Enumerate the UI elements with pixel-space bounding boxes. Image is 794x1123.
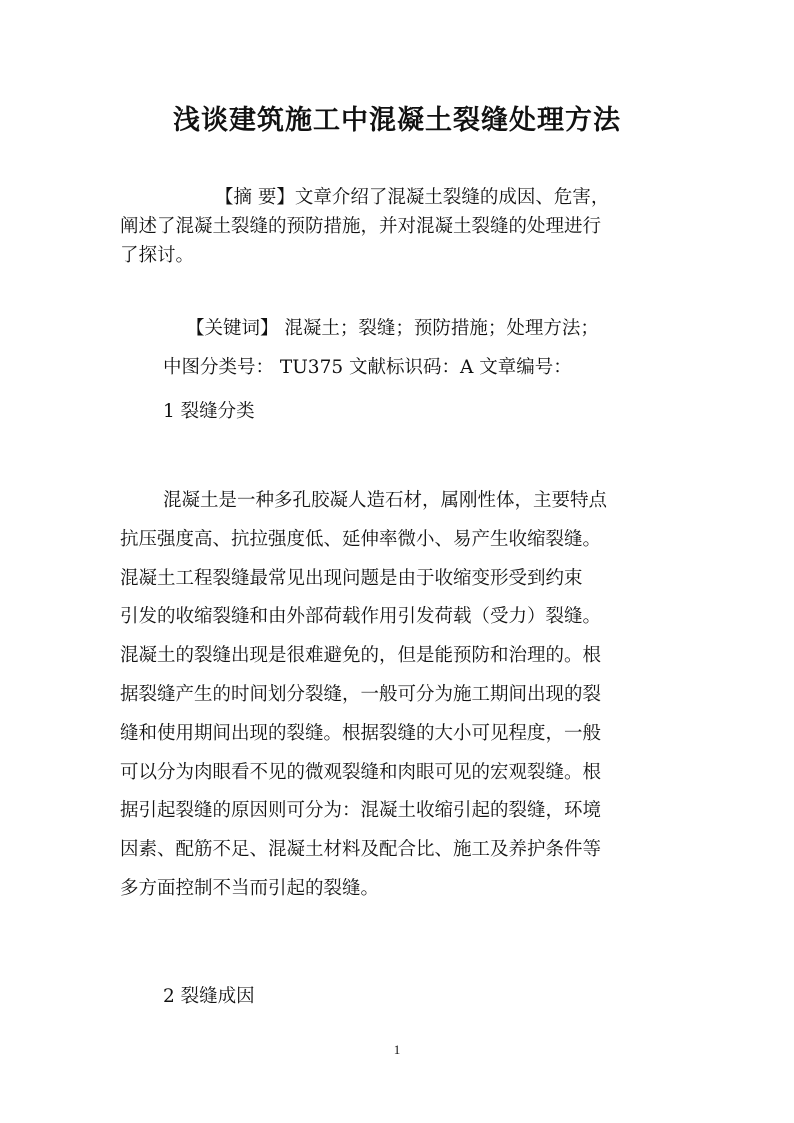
keywords-line: 【关键词】 混凝土；裂缝；预防措施；处理方法； — [186, 318, 599, 339]
abstract-line: 了探讨。 — [120, 245, 195, 266]
paragraph-line: 据引起裂缝的原因则可分为：混凝土收缩引起的裂缝，环境 — [120, 800, 602, 822]
paragraph-line: 据裂缝产生的时间划分裂缝，一般可分为施工期间出现的裂 — [120, 683, 602, 705]
document-title: 浅谈建筑施工中混凝土裂缝处理方法 — [173, 105, 621, 136]
paragraph-line: 缝和使用期间出现的裂缝。根据裂缝的大小可见程度，一般 — [120, 722, 602, 744]
section-1-body — [120, 482, 607, 909]
paragraph-line: 可以分为肉眼看不见的微观裂缝和肉眼可见的宏观裂缝。根 — [120, 761, 602, 783]
paragraph-line: 因素、配筋不足、混凝土材料及配合比、施工及养护条件等 — [120, 839, 602, 861]
section-heading-2: 2 裂缝成因 — [163, 986, 255, 1007]
classification-line: 中图分类号： TU375 文献标识码：A 文章编号： — [163, 357, 572, 378]
abstract-line: 阐述了混凝土裂缝的预防措施，并对混凝土裂缝的处理进行 — [120, 216, 602, 237]
paragraph-line: 引发的收缩裂缝和由外部荷载作用引发荷载（受力）裂缝。 — [120, 606, 602, 628]
paragraph-line: 混凝土的裂缝出现是很难避免的，但是能预防和治理的。根 — [120, 645, 602, 667]
paragraph-line: 多方面控制不当而引起的裂缝。 — [120, 877, 380, 899]
paragraph-line: 混凝土工程裂缝最常见出现问题是由于收缩变形受到约束 — [120, 567, 583, 589]
abstract-line: 【摘 要】文章介绍了混凝土裂缝的成因、危害， — [215, 187, 610, 208]
abstract — [120, 183, 680, 270]
paragraph-line: 抗压强度高、抗拉强度低、延伸率微小、易产生收缩裂缝。 — [120, 528, 602, 550]
page-number: 1 — [393, 1042, 401, 1057]
section-heading-1: 1 裂缝分类 — [163, 401, 255, 422]
paragraph-line: 混凝土是一种多孔胶凝人造石材，属刚性体，主要特点 — [163, 490, 608, 511]
